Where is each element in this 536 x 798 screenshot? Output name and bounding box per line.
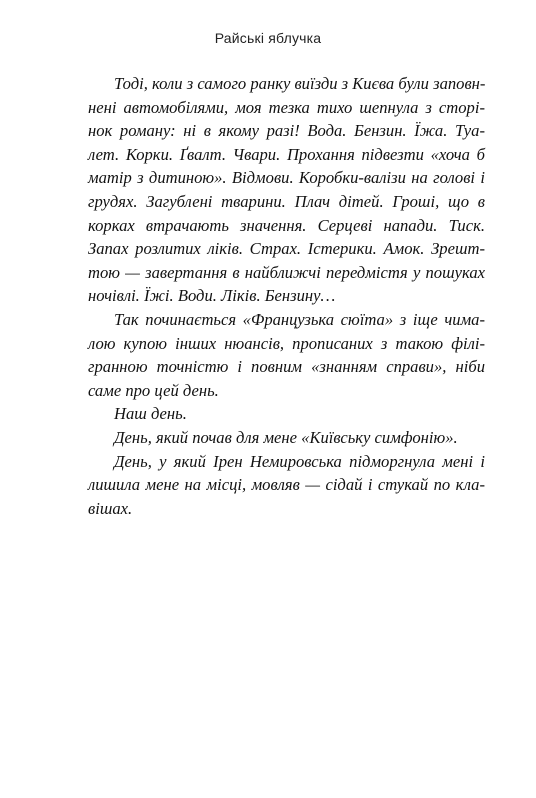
- text-line: лет. Корки. Ґвалт. Чвари. Прохання підвезти «хоча б: [88, 144, 485, 164]
- text-line: гранною точністю і повним «знанням справи», ніби: [88, 357, 485, 377]
- paragraph-4: [62, 426, 485, 450]
- text-line: нені автомобілями, моя тезка тихо шепнула з сторі-: [88, 97, 485, 117]
- text-line: матір з дитиною». Відмови. Коробки-валізи на голові і: [88, 168, 485, 188]
- text-line: лою купою інших нюансів, прописаних з такою філі-: [88, 333, 485, 353]
- text-line: лишила мене на місці, мовляв — сідай і стукай по кла-: [88, 475, 485, 495]
- text-line: вішах.: [88, 498, 133, 518]
- text-line: грудях. Загублені тварини. Плач дітей. Гроші, що в: [88, 191, 485, 211]
- text-line: корках втрачають значення. Серцеві напади. Тиск.: [88, 215, 485, 235]
- paragraph-3: [62, 402, 485, 426]
- text-line: Так починається «Французька сюїта» з іще чима-: [114, 309, 485, 329]
- text-line: День, у який Ірен Немировська підморгнула мені і: [114, 451, 485, 471]
- text-line: Тоді, коли з самого ранку виїзди з Києва були заповн-: [114, 74, 486, 93]
- text-line: Запах розлитих ліків. Страх. Істерики. Амок. Зрешт-: [88, 239, 485, 259]
- running-head: Райські яблучка: [214, 30, 322, 46]
- text-line: тою — завертання в найближчі передмістя у пошуках: [88, 262, 485, 282]
- paragraph-1: [62, 72, 485, 308]
- paragraph-5: [62, 450, 485, 521]
- text-line: саме про цей день.: [88, 380, 219, 400]
- body-text: [62, 72, 485, 520]
- text-line: Наш день.: [114, 404, 187, 424]
- text-line: ночівлі. Їжі. Води. Ліків. Бензину…: [88, 286, 336, 306]
- text-line: День, який почав для мене «Київську симфонію».: [114, 427, 458, 447]
- paragraph-2: [62, 308, 485, 402]
- text-line: нок роману: ні в якому разі! Вода. Бензин. Їжа. Туа-: [88, 121, 485, 141]
